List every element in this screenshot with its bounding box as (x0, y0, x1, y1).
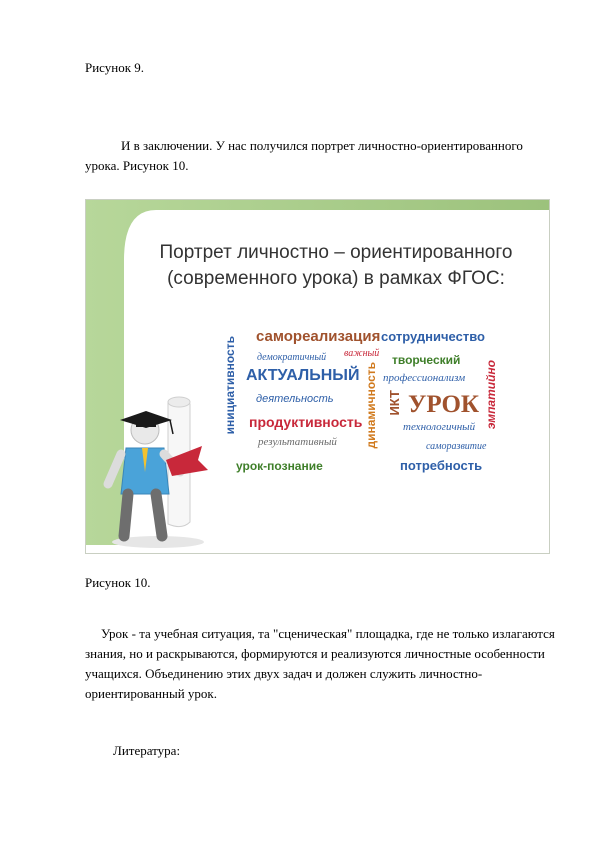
word-ict: ИКТ (387, 390, 402, 416)
figure-9-caption: Рисунок 9. (85, 60, 145, 75)
word-professionalism: профессионализм (383, 372, 466, 384)
lesson-definition-paragraph (85, 624, 555, 704)
word-lesson-cognition: урок-познание (236, 459, 323, 473)
slide-title-line-1: Портрет личностно – ориентированного (159, 242, 513, 263)
slide-title-line-2: (современного урока) в рамках ФГОС: (167, 268, 505, 289)
word-actual: АКТУАЛЬНЫЙ (246, 367, 360, 384)
word-self-realization: самореализация (256, 328, 381, 345)
word-urok: УРОК (408, 391, 480, 418)
word-initiative: инициативность (223, 336, 237, 435)
word-productivity: продуктивность (249, 414, 363, 430)
word-need: потребность (400, 458, 483, 473)
literature-heading: Литература: (113, 743, 181, 758)
word-activity: деятельность (256, 393, 334, 405)
word-democratic: демократичный (257, 352, 327, 363)
word-self-development: саморазвитие (426, 441, 487, 452)
lesson-definition-text: Урок - та учебная ситуация, та "сценическая" площадка, где не только излагаются знания, но и раскрываются, формируются и реализуются личностные особенности учащихся. Объединению этих двух задач и должен служить личностно-ориентированный урок. (85, 626, 555, 701)
graduate-figure-illustration (98, 390, 218, 550)
lesson-portrait-slide (85, 199, 550, 554)
word-effective: результативный (258, 436, 337, 448)
word-creative: творческий (392, 353, 461, 367)
word-empathic: эмпатийно (484, 360, 498, 430)
word-important: важный (344, 348, 380, 359)
conclusion-text: И в заключении. У нас получился портрет личностно-ориентированного урока. Рисунок 10. (85, 138, 523, 173)
word-technological: технологичный (403, 421, 476, 433)
word-dynamism: динамичность (364, 362, 378, 449)
word-cooperation: сотрудничество (381, 329, 485, 344)
figure-10-caption: Рисунок 10. (85, 575, 151, 590)
conclusion-paragraph (85, 136, 555, 176)
slide-title (136, 240, 536, 292)
